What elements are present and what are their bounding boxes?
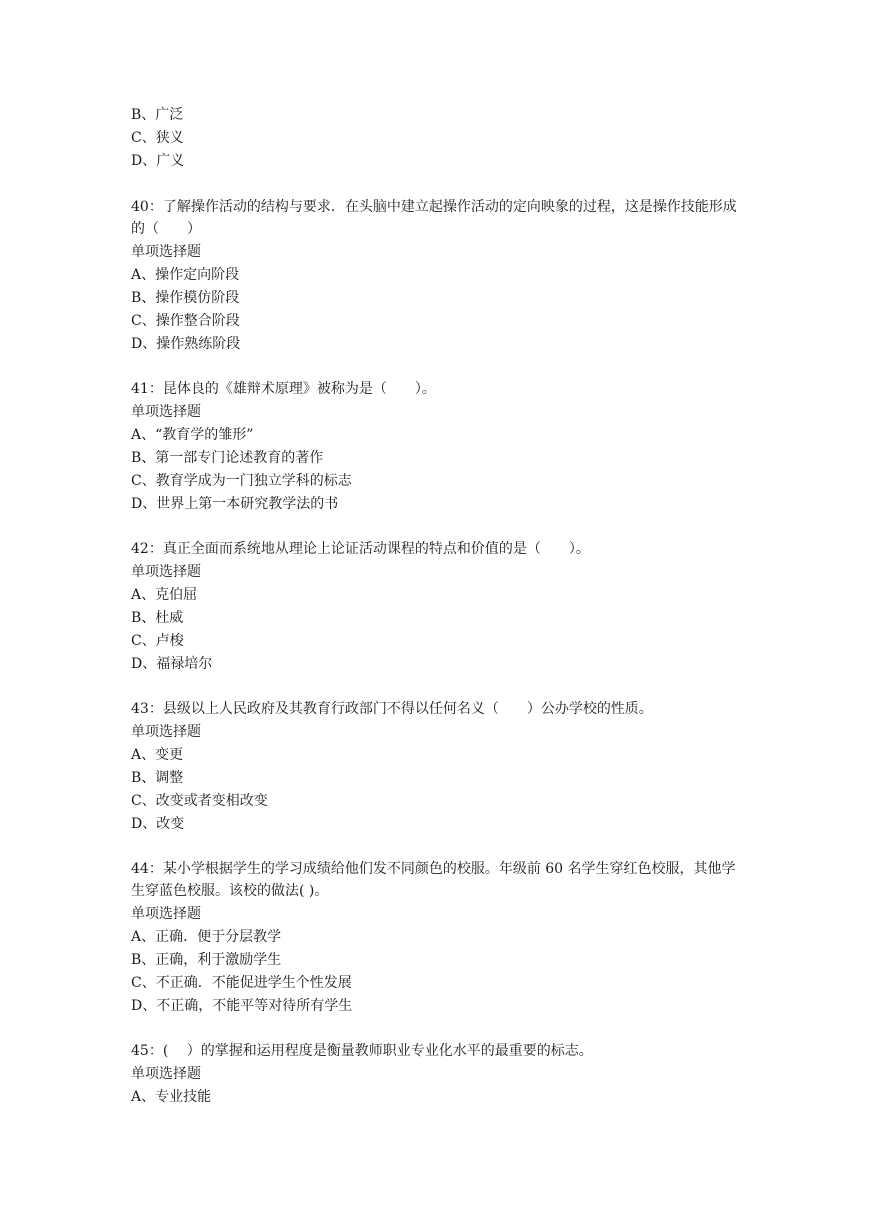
- question-42-option-b: B、杜威: [131, 610, 184, 626]
- question-40-option-a: A、操作定向阶段: [131, 267, 240, 283]
- question-40-option-b: B、操作模仿阶段: [131, 290, 240, 306]
- question-42-option-d: D、福禄培尔: [131, 656, 213, 672]
- question-41-option-a: A、“教育学的雏形”: [131, 427, 254, 443]
- question-41-option-d: D、世界上第一本研究教学法的书: [131, 496, 339, 512]
- question-42-option-a: A、克伯屈: [131, 587, 198, 603]
- question-42-type: 单项选择题: [131, 564, 201, 580]
- question-40-stem: 40：了解操作活动的结构与要求．在头脑中建立起操作活动的定向映象的过程，这是操作技能形成的（ ）: [131, 199, 737, 237]
- question-44-option-b: B、正确，利于激励学生: [131, 952, 282, 968]
- question-40-type: 单项选择题: [131, 244, 201, 260]
- question-41-option-b: B、第一部专门论述教育的著作: [131, 450, 324, 466]
- question-41-type: 单项选择题: [131, 404, 201, 420]
- question-44-type: 单项选择题: [131, 906, 201, 922]
- question-45-stem: 45：( ）的掌握和运用程度是衡量教师职业专业化水平的最重要的标志。: [131, 1043, 593, 1059]
- option-b-prev: B、广泛: [131, 107, 184, 123]
- question-44-option-c: C、不正确．不能促进学生个性发展: [131, 975, 352, 991]
- question-40-option-c: C、操作整合阶段: [131, 313, 240, 329]
- question-43-option-d: D、改变: [131, 816, 185, 832]
- option-d-prev: D、广义: [131, 153, 185, 169]
- question-42-option-c: C、卢梭: [131, 633, 184, 649]
- question-43-type: 单项选择题: [131, 724, 201, 740]
- question-45-type: 单项选择题: [131, 1066, 201, 1082]
- question-43-option-c: C、改变或者变相改变: [131, 793, 268, 809]
- question-44-option-d: D、不正确，不能平等对待所有学生: [131, 998, 353, 1014]
- question-45-option-a: A、专业技能: [131, 1089, 212, 1105]
- question-44-stem: 44：某小学根据学生的学习成绩给他们发不同颜色的校服。年级前 60 名学生穿红色校服，其他学生穿蓝色校服。该校的做法( )。: [131, 861, 736, 899]
- question-41-option-c: C、教育学成为一门独立学科的标志: [131, 473, 352, 489]
- question-41-stem: 41：昆体良的《雄辩术原理》被称为是（ ）。: [131, 381, 436, 397]
- question-42-stem: 42：真正全面而系统地从理论上论证活动课程的特点和价值的是（ ）。: [131, 541, 590, 557]
- option-c-prev: C、狭义: [131, 130, 184, 146]
- question-44-option-a: A、正确．便于分层教学: [131, 929, 282, 945]
- question-40-option-d: D、操作熟练阶段: [131, 336, 241, 352]
- question-43-stem: 43：县级以上人民政府及其教育行政部门不得以任何名义（ ）公办学校的性质。: [131, 701, 653, 717]
- question-43-option-a: A、变更: [131, 747, 184, 763]
- question-43-option-b: B、调整: [131, 770, 184, 786]
